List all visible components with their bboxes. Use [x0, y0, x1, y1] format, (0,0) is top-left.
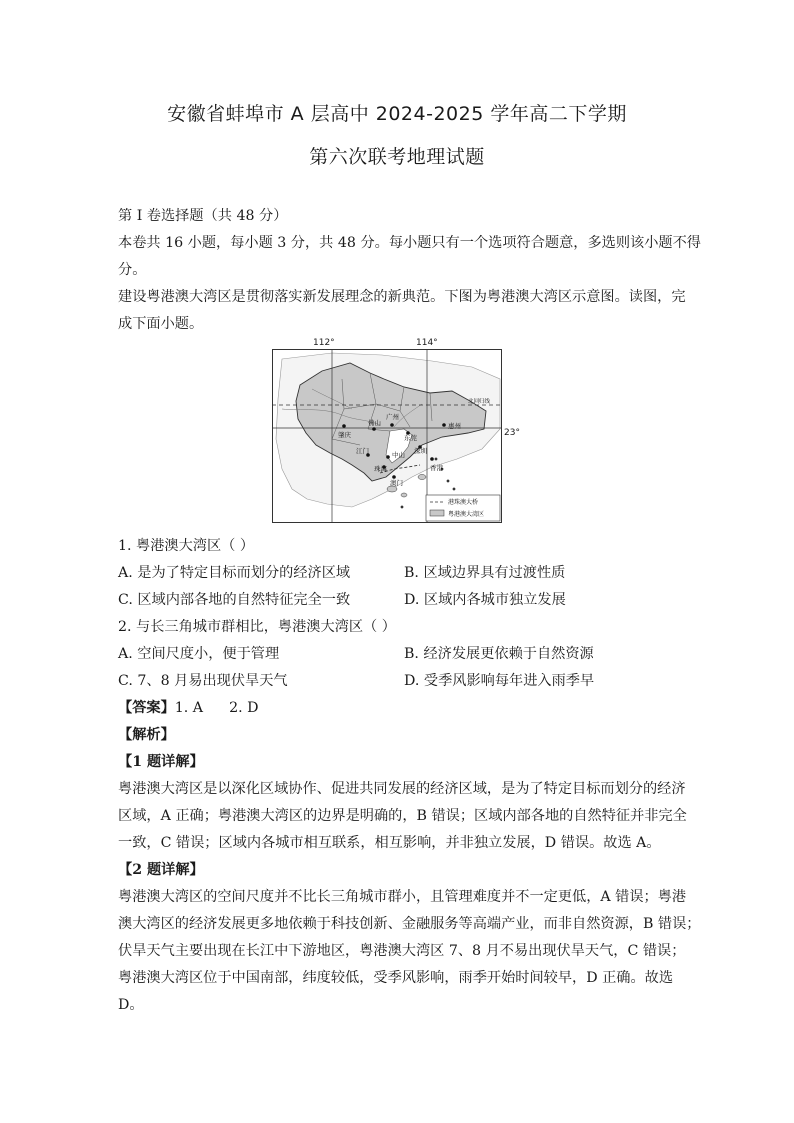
city-label-zhuhai: 珠海 [374, 465, 387, 473]
map-legend [426, 495, 500, 521]
city-label-hongkong: 香港 [430, 464, 443, 472]
question-2-option-a: A. 空间尺度小，便于管理 [118, 646, 280, 662]
q1-detail-line2: 区域，A 正确；粤港澳大湾区的边界是明确的，B 错误；区域内部各地的自然特征并非完全 [118, 808, 687, 824]
lon-label-112: 112° [313, 338, 335, 348]
q2-detail-line3: 伏旱天气主要出现在长江中下游地区，粤港澳大湾区 7、8 月不易出现伏旱天气，C 错误； [118, 943, 686, 959]
answer-label: 【答案】 [118, 700, 175, 716]
legend-region-label: 粤港澳大湾区 [448, 511, 485, 518]
question-1-stem: 1. 粤港澳大湾区（ ） [118, 538, 255, 554]
lat-label-23: 23° [504, 428, 520, 438]
city-label-jiangmen: 江门 [356, 447, 369, 455]
city-label-macau: 澳门 [390, 479, 403, 487]
question-1-option-c: C. 区域内部各地的自然特征完全一致 [118, 592, 351, 608]
q1-detail-label: 【1 题详解】 [118, 754, 204, 770]
q2-detail-line4: 粤港澳大湾区位于中国南部，纬度较低，受季风影响，雨季开始时间较早，D 正确。故选 [118, 970, 674, 986]
city-label-dongguan: 东莞 [404, 434, 417, 442]
question-2-option-c: C. 7、8 月易出现伏旱天气 [118, 673, 288, 689]
context-text-line1: 建设粤港澳大湾区是贯彻落实新发展理念的新典范。下图为粤港澳大湾区示意图。读图，完 [118, 289, 686, 305]
question-2-option-b: B. 经济发展更依赖于自然资源 [404, 646, 594, 662]
answer-line [118, 697, 258, 717]
question-2-option-d: D. 受季风影响每年进入雨季早 [404, 673, 595, 689]
q2-detail-label: 【2 题详解】 [118, 862, 204, 878]
page-title-line2: 第六次联考地理试题 [309, 146, 485, 168]
q2-detail-line1: 粤港澳大湾区的空间尺度并不比长三角城市群小，且管理难度并不一定更低，A 错误；粤港 [118, 889, 687, 905]
intro-text-line1: 本卷共 16 小题，每小题 3 分，共 48 分。每小题只有一个选项符合题意，多选则该小题不得 [118, 235, 701, 251]
analysis-label: 【解析】 [118, 727, 175, 743]
question-1-option-a: A. 是为了特定目标而划分的经济区域 [118, 565, 351, 581]
city-label-huizhou: 惠州 [448, 422, 461, 430]
intro-text-line2: 分。 [118, 262, 147, 278]
city-label-zhaoqing: 肇庆 [338, 431, 351, 439]
q1-detail-line3: 一致，C 错误；区域内各城市相互联系，相互影响，并非独立发展，D 错误。故选 A。 [118, 835, 661, 851]
answer-2: 2. D [229, 700, 259, 716]
answer-1: 1. A [174, 700, 204, 716]
q2-detail-line2: 澳大湾区的经济发展更多地依赖于科技创新、金融服务等高端产业，而非自然资源，B 错误； [118, 916, 701, 932]
question-1-option-d: D. 区域内各城市独立发展 [404, 592, 566, 608]
lon-label-114: 114° [416, 338, 438, 348]
legend-bridge-label: 港珠澳大桥 [448, 499, 479, 506]
city-label-zhongshan: 中山 [392, 451, 405, 459]
tropic-label: 北回归线 [468, 399, 491, 405]
q2-detail-line5: D。 [118, 997, 144, 1013]
section-heading: 第 I 卷选择题（共 48 分） [118, 208, 288, 224]
question-2-stem: 2. 与长三角城市群相比，粤港澳大湾区（ ） [118, 619, 396, 635]
context-text-line2: 成下面小题。 [118, 316, 204, 332]
q1-detail-line1: 粤港澳大湾区是以深化区域协作、促进共同发展的经济区域，是为了特定目标而划分的经济 [118, 781, 686, 797]
page-title-line1: 安徽省蚌埠市 A 层高中 2024-2025 学年高二下学期 [167, 103, 627, 125]
city-label-guangzhou: 广州 [386, 413, 399, 421]
city-label-shenzhen: 深圳 [414, 447, 427, 455]
greater-bay-area-map [272, 349, 502, 523]
city-label-foshan: 佛山 [368, 419, 381, 427]
question-1-option-b: B. 区域边界具有过渡性质 [404, 565, 566, 581]
